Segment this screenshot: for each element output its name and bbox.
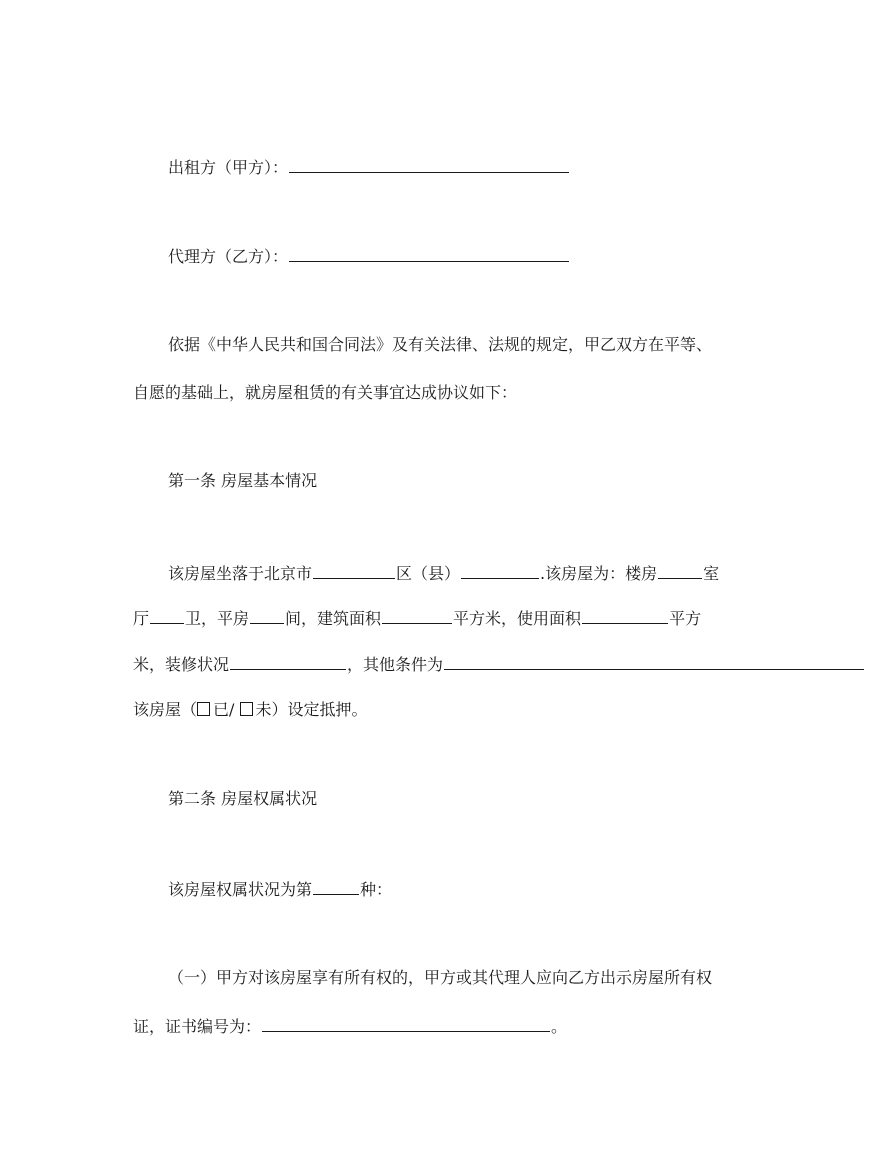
text-segment: 室 xyxy=(703,564,720,583)
not-mortgaged-checkbox[interactable] xyxy=(240,702,253,716)
ownership-type-blank xyxy=(313,878,359,895)
certificate-number-blank xyxy=(262,1015,550,1032)
article-2-para-2-line-1: （一）甲方对该房屋享有所有权的，甲方或其代理人应向乙方出示房屋所有权 xyxy=(168,968,713,987)
text-segment: 该房屋权属状况为第 xyxy=(168,880,313,899)
article-1-para-4 xyxy=(133,699,368,721)
text-segment: .该房屋为：楼房 xyxy=(540,564,658,583)
agent-label: 代理方（乙方）： xyxy=(168,247,289,266)
lessor-blank xyxy=(289,156,569,173)
other-conditions-blank xyxy=(444,653,864,670)
article-2-title: 第二条 房屋权属状况 xyxy=(168,789,318,808)
intro-line-1: 依据《中华人民共和国合同法》及有关法律、法规的规定，甲乙双方在平等、 xyxy=(168,335,713,354)
decoration-blank xyxy=(230,653,346,670)
text-segment: 平方米，使用面积 xyxy=(453,609,582,628)
text-segment: 证，证书编号为： xyxy=(133,1017,262,1036)
article-2-para-1 xyxy=(168,878,392,901)
article-1-para-1 xyxy=(168,562,719,585)
text-segment: 平方 xyxy=(669,609,702,628)
agent-blank xyxy=(289,245,569,262)
rooms-blank xyxy=(658,562,702,579)
halls-blank xyxy=(150,607,184,624)
text-segment: 该房屋（ xyxy=(133,700,198,719)
article-2-para-2-line-2 xyxy=(133,1015,567,1038)
text-segment: 种： xyxy=(360,880,393,899)
intro-line-2: 自愿的基础上，就房屋租赁的有关事宜达成协议如下： xyxy=(133,383,518,402)
text-segment: 该房屋坐落于北京市 xyxy=(168,564,313,583)
lessor-label: 出租方（甲方）： xyxy=(168,158,289,177)
text-segment: ，其他条件为 xyxy=(347,655,444,674)
text-segment: 卫，平房 xyxy=(185,609,250,628)
usable-area-blank xyxy=(582,607,668,624)
district-blank xyxy=(313,562,395,579)
text-segment: 。 xyxy=(551,1017,568,1036)
county-blank xyxy=(461,562,539,579)
text-segment: 间，建筑面积 xyxy=(285,609,382,628)
article-1-title: 第一条 房屋基本情况 xyxy=(168,471,318,490)
text-segment: 已/ xyxy=(213,700,240,719)
text-segment: 厅 xyxy=(133,609,150,628)
text-segment: 未）设定抵押。 xyxy=(255,700,368,719)
bungalow-blank xyxy=(250,607,284,624)
building-area-blank xyxy=(382,607,452,624)
article-1-para-3 xyxy=(133,653,865,676)
agent-line xyxy=(168,245,570,268)
mortgaged-checkbox[interactable] xyxy=(197,702,210,716)
text-segment: 米，装修状况 xyxy=(133,655,230,674)
lessor-line xyxy=(168,156,570,179)
text-segment: 区（县） xyxy=(396,564,461,583)
article-1-para-2 xyxy=(133,607,701,630)
